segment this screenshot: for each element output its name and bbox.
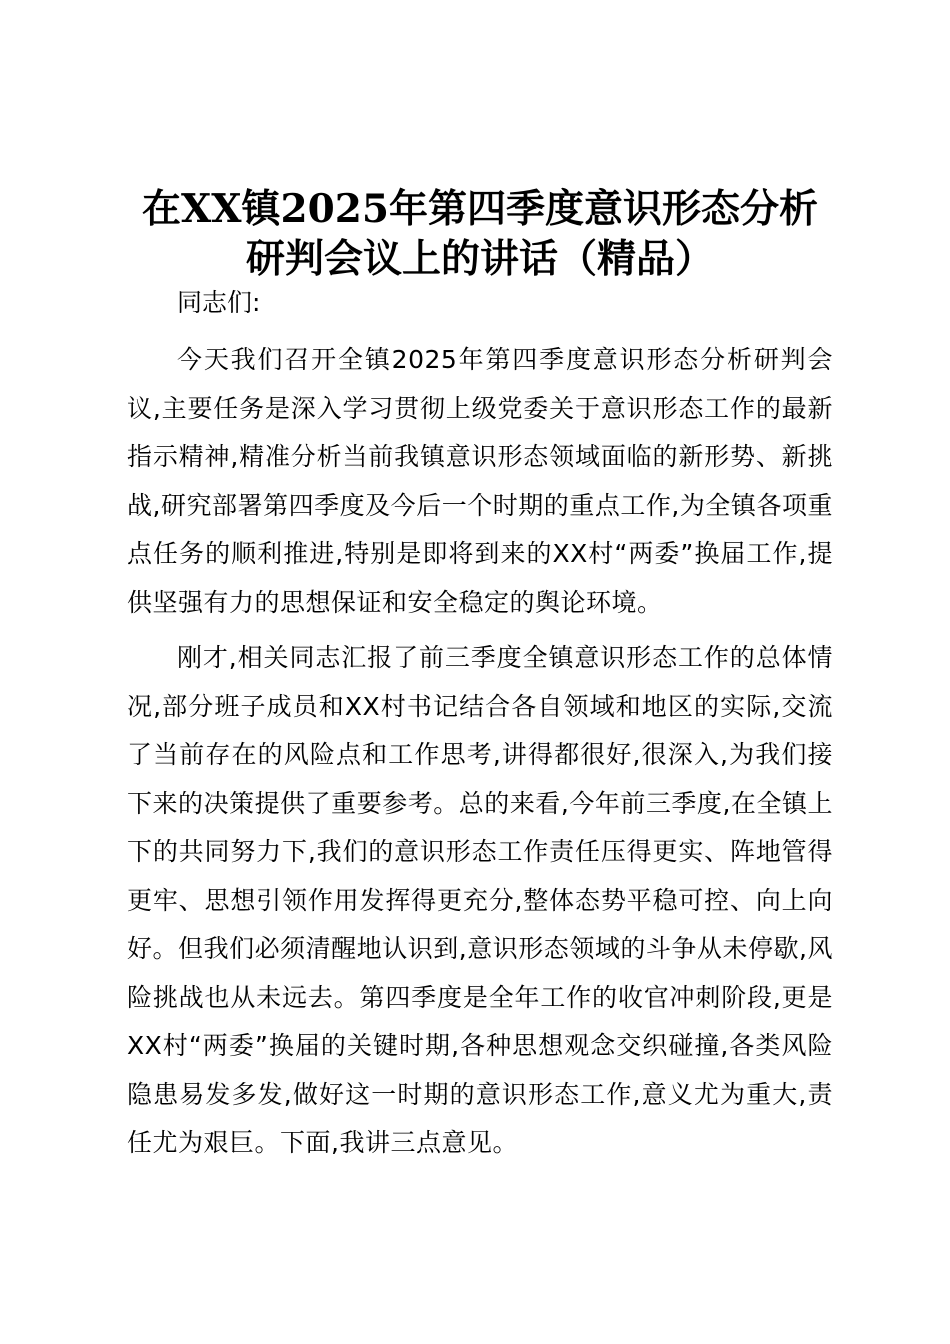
salutation: 同志们: — [177, 288, 261, 317]
document-title — [120, 184, 840, 284]
body-paragraph-1: 今天我们召开全镇2025年第四季度意识形态分析研判会议,主要任务是深入学习贯彻上级党委关于意识形态工作的最新指示精神,精准分析当前我镇意识形态领域面临的新形势、新挑战,研究部署第四季度及今后一个时期的重点工作,为全镇各项重点任务的顺利推进,特别是即将到来的XX村“两委”换届工作,提供坚强有力的思想保证和安全稳定的舆论环境。 — [127, 345, 833, 617]
title-line-2: 研判会议上的讲话（精品） — [245, 236, 714, 283]
body-paragraph-2: 刚才,相关同志汇报了前三季度全镇意识形态工作的总体情况,部分班子成员和XX村书记结合各自领域和地区的实际,交流了当前存在的风险点和工作思考,讲得都很好,很深入,为我们接下来的决策提供了重要参考。总的来看,今年前三季度,在全镇上下的共同努力下,我们的意识形态工作责任压得更实、阵地管得更牢、思想引领作用发挥得更充分,整体态势平稳可控、向上向好。但我们必须清醒地认识到,意识形态领域的斗争从未停歇,风险挑战也从未远去。第四季度是全年工作的收官冲刺阶段,更是XX村“两委”换届的关键时期,各种思想观念交织碰撞,各类风险隐患易发多发,做好这一时期的意识形态工作,意义尤为重大,责任尤为艰巨。下面,我讲三点意见。 — [127, 643, 833, 1157]
title-line-1: 在XX镇2025年第四季度意识形态分析 — [141, 186, 819, 233]
